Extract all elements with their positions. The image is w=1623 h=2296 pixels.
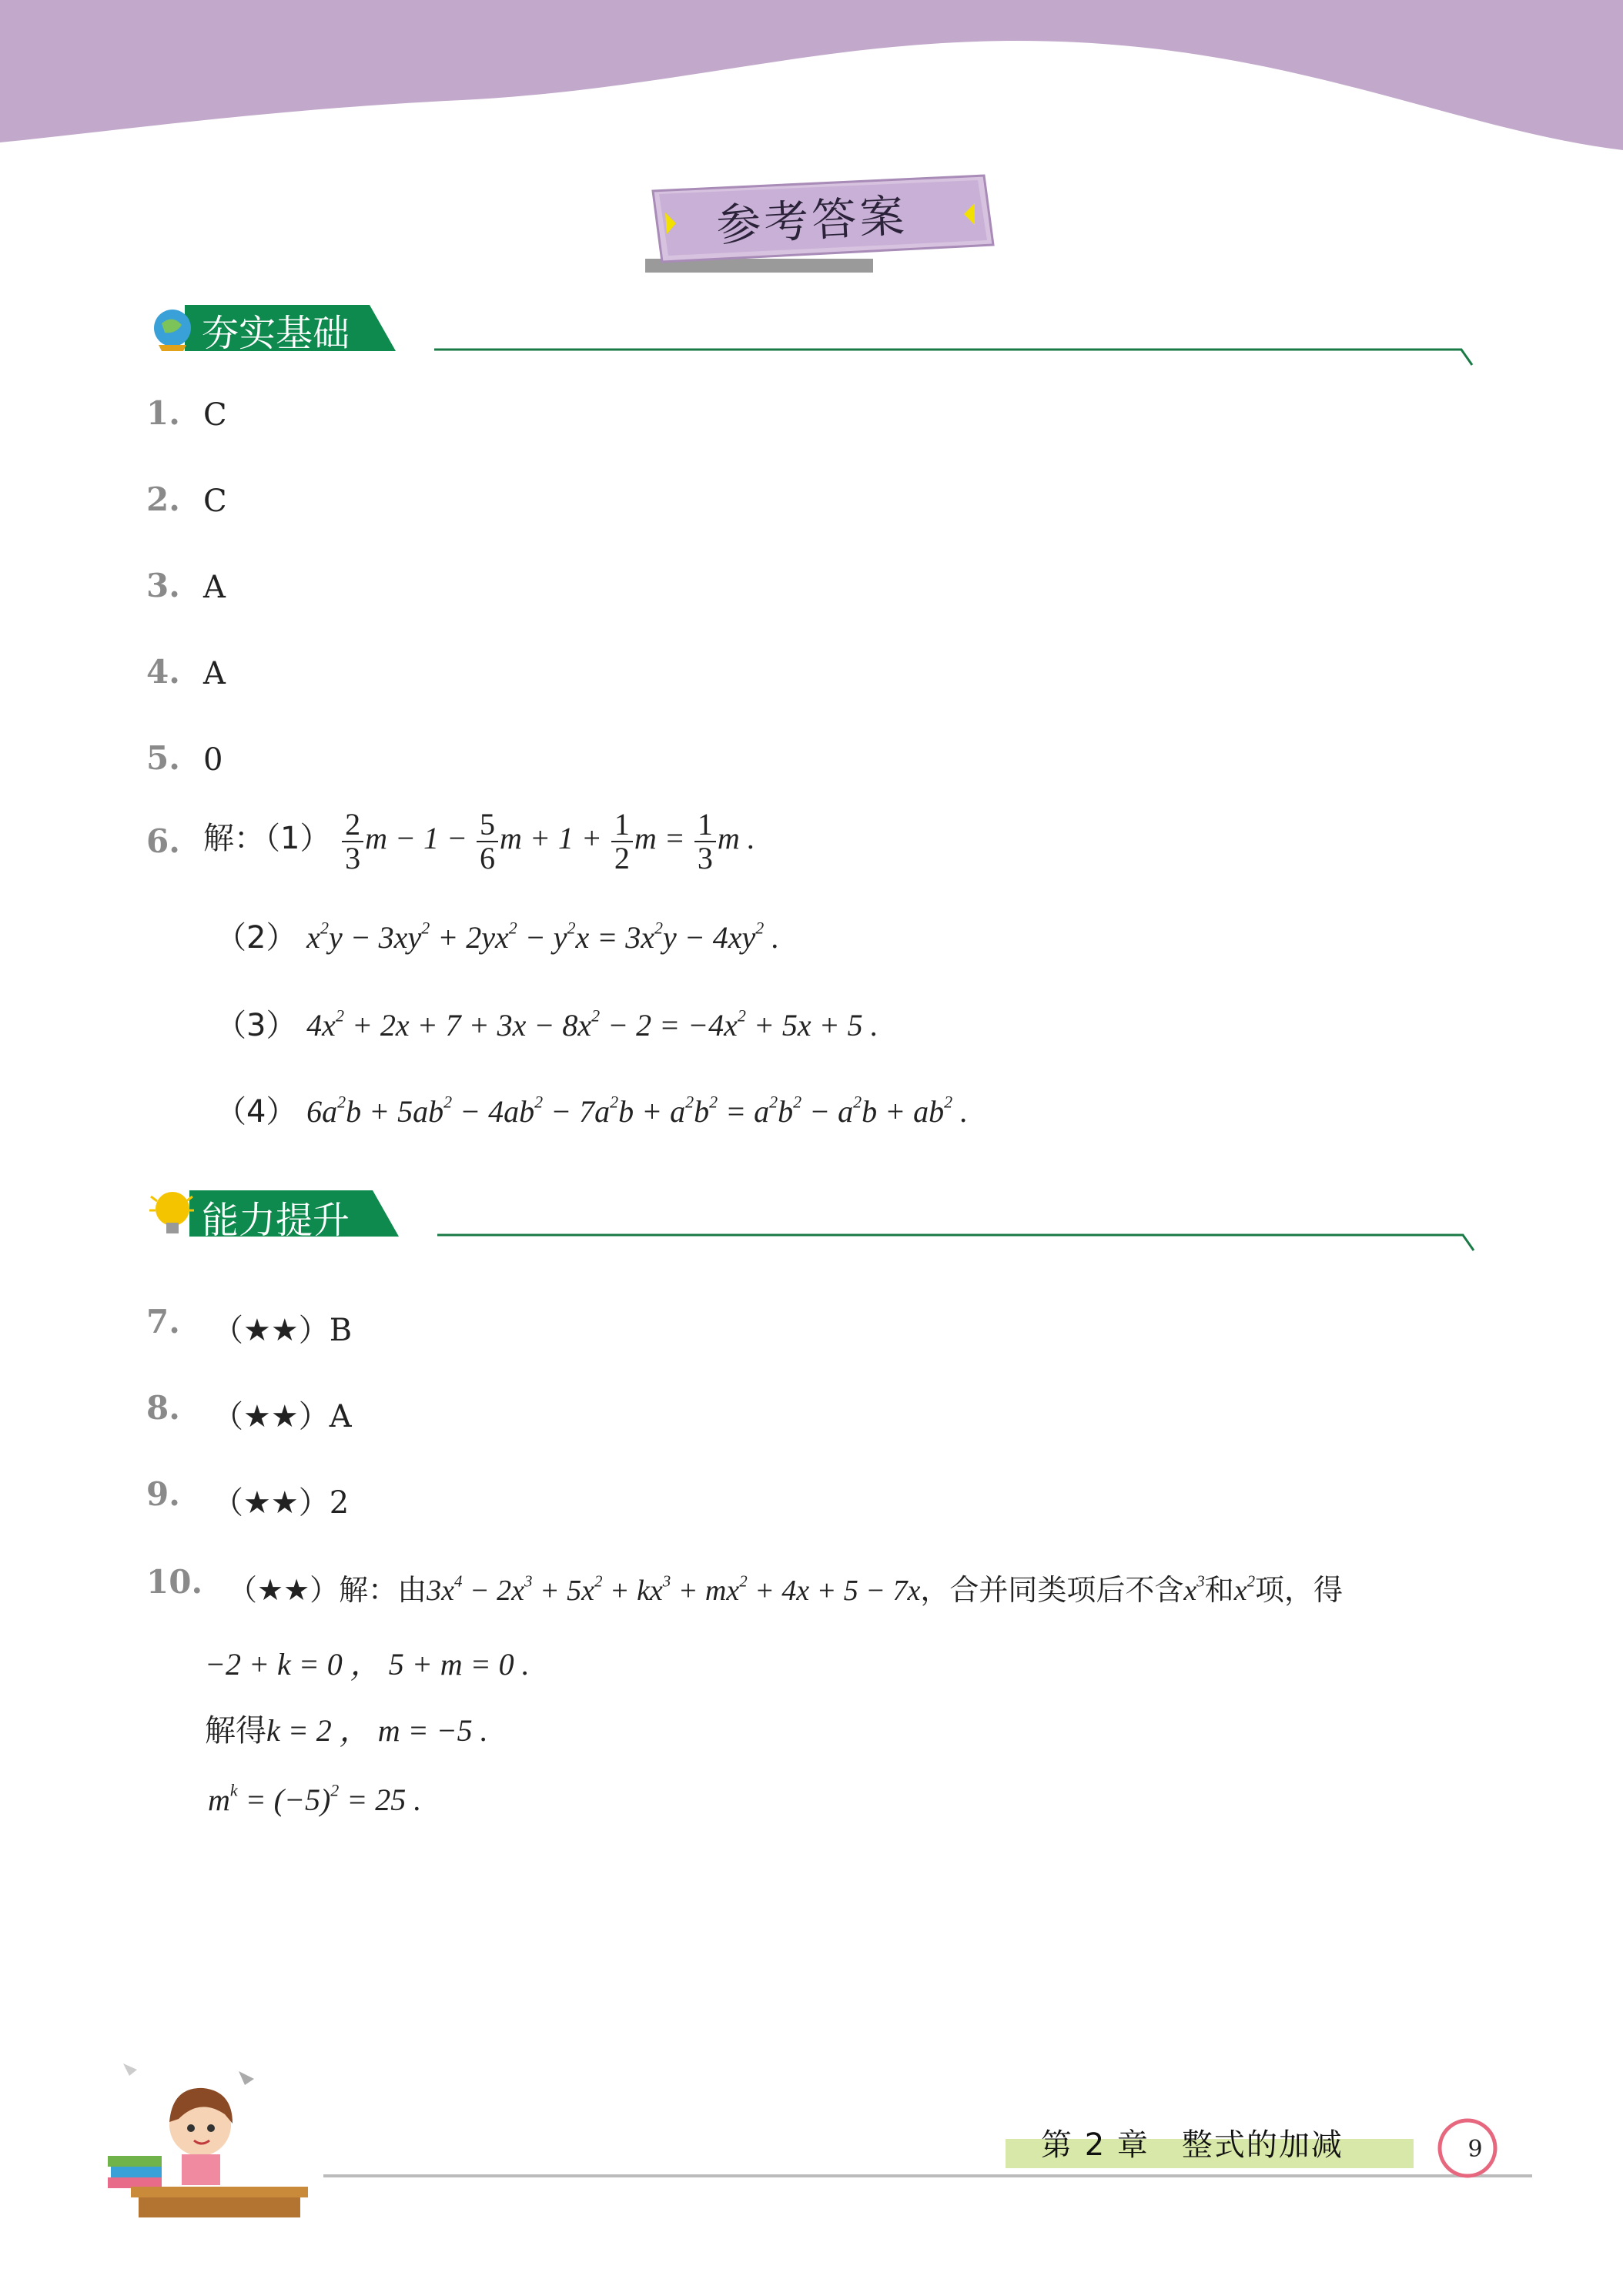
question-number: 1. (146, 394, 180, 432)
question-number: 4. (146, 653, 180, 691)
question-number: 2. (146, 480, 180, 518)
q10-solution: k = 2 ， m = −5 . (266, 1713, 488, 1748)
difficulty-stars: （★★） (212, 1399, 330, 1434)
answer-value: A (203, 570, 226, 605)
q10-line4 (208, 1782, 421, 1818)
q6-part3: （3） $4x^2 + 2x + 7 + 3x - 8x^2 - 2 = -4x^2 + 5x + 5$ . (216, 1006, 878, 1043)
q6-intro: 解：（1） (203, 821, 331, 857)
page-number: 9 (1467, 2136, 1483, 2163)
q10-line3: 解得k = 2 ， m = −5 . (205, 1713, 488, 1749)
question-number: 7. (146, 1303, 180, 1340)
question-number: 3. (146, 567, 180, 604)
difficulty-stars: （★★） (228, 1573, 340, 1607)
difficulty-stars: （★★） (212, 1313, 330, 1348)
answer-value: 2 (329, 1485, 350, 1521)
q9-answer (212, 1478, 349, 1522)
answer-value: B (329, 1313, 353, 1348)
page-title: 参考答案 (714, 189, 909, 252)
difficulty-stars: （★★） (212, 1485, 330, 1521)
footer-chapter-title: 第 2 章 整式的加减 (1041, 2127, 1344, 2163)
q10-result: $m^k = (-5)^2 = 25$ . (208, 1780, 422, 1817)
answer-value: C (203, 397, 227, 433)
section-title-basic: 夯实基础 (202, 312, 350, 355)
footer-decoration (323, 2110, 1540, 2187)
question-number: 10. (146, 1563, 203, 1601)
section-title-advanced: 能力提升 (202, 1199, 350, 1242)
q6-part2: （2） $x^2y - 3xy^2 + 2yx^2 - y^2x = 3x^2y - 4xy^2$ . (216, 918, 780, 956)
q6-part2-expression: $x^2y - 3xy^2 + 2yx^2 - y^2x = 3x^2y - 4xy^2$ . (306, 918, 780, 955)
q10-line2 (205, 1640, 530, 1684)
q6-part4: （4） $6a^2b + 5ab^2 - 4ab^2 - 7a^2b + a^2b^2 = a^2b^2 - a^2b + ab^2$ . (216, 1092, 969, 1130)
q6-part1 (203, 808, 755, 875)
top-wave-decoration (0, 0, 1623, 154)
q10-equations: −2 + k = 0 ， 5 + m = 0 . (205, 1647, 530, 1682)
answer-value: 0 (203, 742, 223, 778)
answer-value: A (203, 656, 226, 691)
q10-polynomial: $3x^4 - 2x^3 + 5x^2 + kx^3 + mx^2 + 4x + 5 - 7x$ (427, 1571, 921, 1607)
question-number: 9. (146, 1475, 180, 1513)
question-number: 5. (146, 739, 180, 777)
q7-answer (212, 1306, 352, 1350)
q6-part3-expression: $4x^2 + 2x + 7 + 3x - 8x^2 - 2 = -4x^2 + 5x + 5$ . (306, 1006, 878, 1043)
answer-value: C (203, 484, 227, 519)
question-number: 6. (146, 822, 180, 860)
answer-value: A (329, 1399, 352, 1434)
q6-part1-expression: $\frac{2}{3}$ m − 1 − $\frac{5}{6}$ m + 1 + $\frac{1}{2}$ m = $\frac{1}{3}$ m . (340, 821, 755, 855)
question-number: 8. (146, 1389, 180, 1427)
student-illustration (108, 2048, 331, 2217)
q10-line1: （★★）解：由$3x^4 - 2x^3 + 5x^2 + kx^3 + mx^2 + 4x + 5 - 7x$，合并同类项后不含$x^3$和$x^2$项，得 (228, 1571, 1344, 1607)
q8-answer (212, 1392, 352, 1436)
q6-part4-expression: $6a^2b + 5ab^2 - 4ab^2 - 7a^2b + a^2b^2 = a^2b^2 - a^2b + ab^2$ . (306, 1092, 969, 1129)
